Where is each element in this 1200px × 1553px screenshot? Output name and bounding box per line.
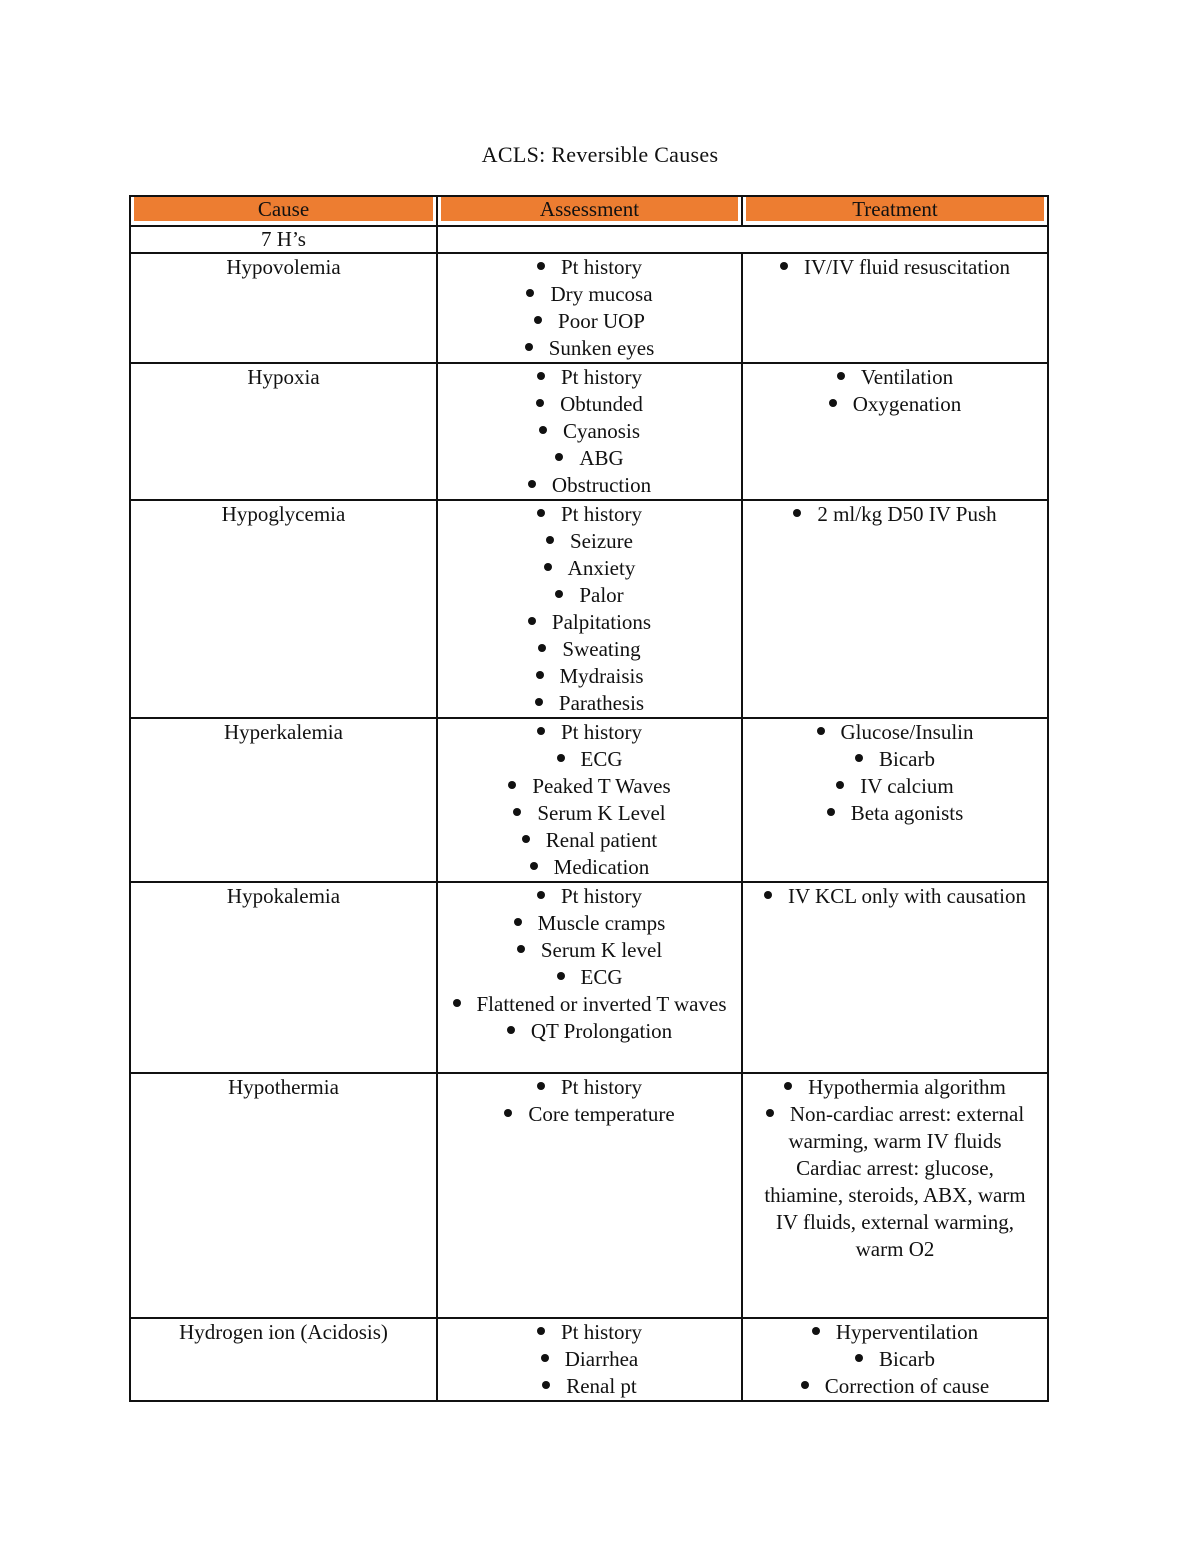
list-item <box>743 1346 1047 1373</box>
assessment-list <box>438 364 741 499</box>
list-item <box>438 719 741 746</box>
treatment-list <box>743 254 1047 281</box>
bullet-icon <box>537 262 545 270</box>
list-item-text: Palpitations <box>551 610 652 634</box>
assessment-list <box>438 883 741 1045</box>
list-item-text: Flattened or inverted T waves <box>476 992 727 1016</box>
list-item <box>743 773 1047 800</box>
list-item-text: Hyperventilation <box>835 1320 979 1344</box>
reversible-causes-table <box>129 195 1049 1402</box>
bullet-icon <box>528 480 536 488</box>
bullet-icon <box>528 617 536 625</box>
treatment-list <box>743 1074 1047 1155</box>
list-item-text: Obtunded <box>560 392 643 416</box>
assessment-cell <box>437 882 742 1073</box>
bullet-icon <box>546 536 554 544</box>
table-row <box>130 253 1048 363</box>
list-item <box>743 254 1047 281</box>
list-item-text: Bicarb <box>879 1347 935 1371</box>
list-item <box>438 991 741 1018</box>
list-item <box>438 1346 741 1373</box>
table-row <box>130 718 1048 882</box>
bullet-icon <box>780 262 788 270</box>
list-item <box>438 854 741 881</box>
bullet-icon <box>513 808 521 816</box>
cause-cell: Hyperkalemia <box>130 718 437 882</box>
bullet-icon <box>537 727 545 735</box>
list-item <box>438 1018 741 1045</box>
treatment-cell <box>742 718 1048 882</box>
bullet-icon <box>537 891 545 899</box>
list-item <box>438 1074 741 1101</box>
bullet-icon <box>555 453 563 461</box>
treatment-list <box>743 1319 1047 1400</box>
bullet-icon <box>526 289 534 297</box>
bullet-icon <box>537 372 545 380</box>
list-item-text: Renal pt <box>566 1374 637 1398</box>
list-item <box>438 254 741 281</box>
cause-cell: Hypothermia <box>130 1073 437 1318</box>
list-item <box>438 636 741 663</box>
list-item <box>438 609 741 636</box>
bullet-icon <box>504 1109 512 1117</box>
list-item <box>438 501 741 528</box>
list-item <box>438 391 741 418</box>
bullet-icon <box>530 862 538 870</box>
list-item <box>438 555 741 582</box>
bullet-icon <box>535 698 543 706</box>
assessment-list <box>438 254 741 362</box>
list-item <box>438 364 741 391</box>
bullet-icon <box>517 945 525 953</box>
list-item <box>743 364 1047 391</box>
list-item <box>743 883 1047 910</box>
assessment-cell <box>437 1318 742 1401</box>
list-item <box>438 800 741 827</box>
bullet-icon <box>539 426 547 434</box>
bullet-icon <box>829 399 837 407</box>
list-item-text: ECG <box>580 747 623 771</box>
assessment-cell <box>437 363 742 500</box>
list-item <box>438 773 741 800</box>
list-item-text: Peaked T Waves <box>532 774 671 798</box>
list-item <box>438 746 741 773</box>
subheader-empty <box>437 226 1048 253</box>
bullet-icon <box>836 781 844 789</box>
bullet-icon <box>536 399 544 407</box>
table-row <box>130 363 1048 500</box>
list-item <box>438 910 741 937</box>
list-item-text: Oxygenation <box>852 392 962 416</box>
list-item <box>438 582 741 609</box>
bullet-icon <box>541 1354 549 1362</box>
list-item-text: Serum K level <box>540 938 663 962</box>
list-item-text: ECG <box>580 965 623 989</box>
list-item <box>438 690 741 717</box>
treatment-list <box>743 501 1047 528</box>
bullet-icon <box>538 644 546 652</box>
list-item <box>743 719 1047 746</box>
assessment-cell <box>437 253 742 363</box>
bullet-icon <box>855 1354 863 1362</box>
list-item <box>743 1373 1047 1400</box>
list-item <box>743 1074 1047 1101</box>
list-item <box>438 335 741 362</box>
list-item <box>438 827 741 854</box>
bullet-icon <box>784 1082 792 1090</box>
list-item-text: Pt history <box>560 1320 643 1344</box>
cause-cell: Hypoxia <box>130 363 437 500</box>
list-item-text: Non-cardiac arrest: external warming, warm IV fluids <box>788 1102 1025 1153</box>
list-item <box>438 883 741 910</box>
assessment-list <box>438 719 741 881</box>
bullet-icon <box>793 509 801 517</box>
bullet-icon <box>522 835 530 843</box>
treatment-note: Cardiac arrest: glucose, thiamine, steroids, ABX, warm IV fluids, external warming, warm O2 <box>764 1156 1026 1261</box>
list-item-text: Palor <box>579 583 624 607</box>
bullet-icon <box>812 1327 820 1335</box>
list-item-text: Mydraisis <box>559 664 644 688</box>
treatment-list <box>743 883 1047 910</box>
bullet-icon <box>764 891 772 899</box>
page-title: ACLS: Reversible Causes <box>481 142 719 167</box>
subheader-label: 7 H’s <box>130 226 437 253</box>
bullet-icon <box>555 590 563 598</box>
list-item <box>438 663 741 690</box>
list-item-text: IV KCL only with causation <box>788 884 1026 908</box>
list-item-text: Seizure <box>570 529 633 553</box>
bullet-icon <box>544 563 552 571</box>
bullet-icon <box>536 671 544 679</box>
bullet-icon <box>801 1381 809 1389</box>
list-item-text: Parathesis <box>558 691 645 715</box>
list-item-text: Serum K Level <box>537 801 666 825</box>
list-item-text: Obstruction <box>551 473 652 497</box>
bullet-icon <box>817 727 825 735</box>
list-item-text: Medication <box>553 855 650 879</box>
list-item-text: Bicarb <box>879 747 935 771</box>
table-row <box>130 1073 1048 1318</box>
treatment-cell <box>742 253 1048 363</box>
list-item-text: Pt history <box>560 1075 643 1099</box>
assessment-list <box>438 1074 741 1128</box>
bullet-icon <box>525 343 533 351</box>
list-item-text: Poor UOP <box>558 309 645 333</box>
list-item-text: Sunken eyes <box>548 336 655 360</box>
list-item <box>743 501 1047 528</box>
bullet-icon <box>557 972 565 980</box>
treatment-list <box>743 719 1047 827</box>
list-item <box>438 1373 741 1400</box>
bullet-icon <box>508 781 516 789</box>
list-item <box>438 1319 741 1346</box>
bullet-icon <box>537 509 545 517</box>
list-item-text: Pt history <box>560 884 643 908</box>
list-item-text: Dry mucosa <box>550 282 653 306</box>
cause-cell: Hypokalemia <box>130 882 437 1073</box>
list-item <box>743 746 1047 773</box>
table-row <box>130 882 1048 1073</box>
bullet-icon <box>837 372 845 380</box>
list-item <box>743 800 1047 827</box>
treatment-cell <box>742 363 1048 500</box>
list-item-text: Beta agonists <box>850 801 964 825</box>
list-item <box>438 445 741 472</box>
list-item-text: Anxiety <box>567 556 636 580</box>
cause-cell: Hypovolemia <box>130 253 437 363</box>
header-assessment: Assessment <box>437 196 742 226</box>
bullet-icon <box>537 1327 545 1335</box>
list-item-text: QT Prolongation <box>530 1019 673 1043</box>
list-item-text: Diarrhea <box>564 1347 639 1371</box>
bullet-icon <box>453 999 461 1007</box>
list-item-text: ABG <box>579 446 624 470</box>
list-item <box>743 391 1047 418</box>
list-item-text: Cyanosis <box>562 419 640 443</box>
list-item-text: Pt history <box>560 720 643 744</box>
list-item-text: Sweating <box>562 637 641 661</box>
treatment-cell <box>742 500 1048 718</box>
treatment-cell <box>742 1318 1048 1401</box>
bullet-icon <box>557 754 565 762</box>
assessment-list <box>438 1319 741 1400</box>
list-item <box>743 1319 1047 1346</box>
treatment-cell <box>742 1073 1048 1318</box>
assessment-list <box>438 501 741 717</box>
bullet-icon <box>827 808 835 816</box>
treatment-list <box>743 364 1047 418</box>
cause-cell: Hypoglycemia <box>130 500 437 718</box>
table-row <box>130 1318 1048 1401</box>
bullet-icon <box>537 1082 545 1090</box>
list-item <box>438 1101 741 1128</box>
list-item-text: Renal patient <box>545 828 658 852</box>
list-item <box>438 418 741 445</box>
table-header-row <box>130 196 1048 226</box>
bullet-icon <box>514 918 522 926</box>
list-item-text: 2 ml/kg D50 IV Push <box>817 502 997 526</box>
list-item-text: Pt history <box>560 255 643 279</box>
bullet-icon <box>534 316 542 324</box>
list-item <box>438 281 741 308</box>
list-item <box>438 308 741 335</box>
table-row <box>130 500 1048 718</box>
list-item-text: Pt history <box>560 502 643 526</box>
list-item-text: Glucose/Insulin <box>840 720 974 744</box>
bullet-icon <box>542 1381 550 1389</box>
list-item-text: Hypothermia algorithm <box>808 1075 1006 1099</box>
list-item-text: IV calcium <box>860 774 954 798</box>
list-item <box>438 964 741 991</box>
bullet-icon <box>766 1109 774 1117</box>
assessment-cell <box>437 718 742 882</box>
list-item-text: Core temperature <box>528 1102 675 1126</box>
list-item <box>743 1101 1047 1155</box>
cause-cell: Hydrogen ion (Acidosis) <box>130 1318 437 1401</box>
list-item-text: Pt history <box>560 365 643 389</box>
bullet-icon <box>507 1026 515 1034</box>
list-item-text: Correction of cause <box>824 1374 990 1398</box>
header-treatment: Treatment <box>742 196 1048 226</box>
bullet-icon <box>855 754 863 762</box>
header-cause: Cause <box>130 196 437 226</box>
list-item-text: IV/IV fluid resuscitation <box>803 255 1011 279</box>
assessment-cell <box>437 500 742 718</box>
list-item <box>438 937 741 964</box>
assessment-cell <box>437 1073 742 1318</box>
list-item <box>438 472 741 499</box>
list-item-text: Muscle cramps <box>537 911 666 935</box>
treatment-cell <box>742 882 1048 1073</box>
subheader-row <box>130 226 1048 253</box>
list-item <box>438 528 741 555</box>
list-item-text: Ventilation <box>860 365 954 389</box>
